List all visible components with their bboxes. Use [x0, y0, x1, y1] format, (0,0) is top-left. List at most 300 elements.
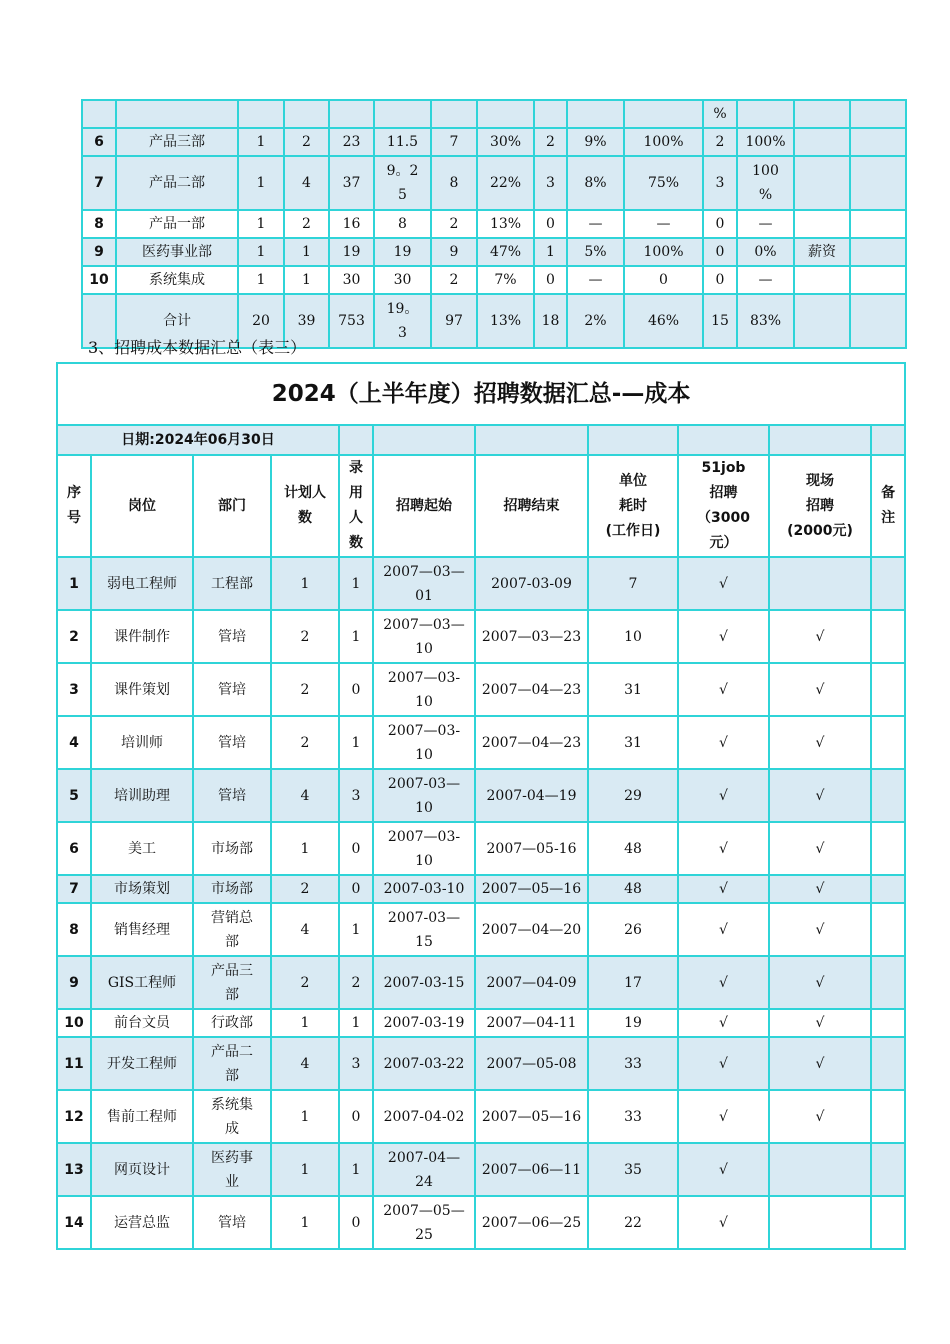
cell-end: 2007—03—23	[475, 610, 588, 663]
cell-end: 2007—06—25	[475, 1196, 588, 1249]
cell-post: 市场策划	[91, 875, 193, 903]
table1-cell: 9%	[567, 128, 624, 156]
cell-onsite: √	[769, 769, 871, 822]
table1-cell: 0	[703, 266, 737, 294]
cell-note	[871, 663, 905, 716]
cell-start: 2007—03- 10	[373, 716, 475, 769]
table1-cell	[850, 156, 906, 210]
table2-cell	[769, 425, 871, 455]
cell-days: 10	[588, 610, 678, 663]
cell-hired: 0	[339, 875, 373, 903]
cell-job51: √	[678, 1196, 769, 1249]
cell-post: 培训助理	[91, 769, 193, 822]
cell-dept: 行政部	[193, 1009, 271, 1037]
cell-start: 2007-03— 10	[373, 769, 475, 822]
table1-row	[82, 210, 906, 238]
table-row	[57, 1196, 905, 1249]
table1-cell: 30	[374, 266, 431, 294]
table1-cell: 39	[284, 294, 329, 348]
cell-days: 33	[588, 1037, 678, 1090]
table1-cell: 15	[703, 294, 737, 348]
cell-note	[871, 1090, 905, 1143]
table1-row	[82, 128, 906, 156]
row-number: 10	[82, 266, 116, 294]
cell-start: 2007-03-22	[373, 1037, 475, 1090]
column-header: 51job 招聘 （3000 元）	[678, 455, 769, 557]
cell-dept: 市场部	[193, 822, 271, 875]
cell-start: 2007-03-10	[373, 875, 475, 903]
cell-end: 2007—04—23	[475, 663, 588, 716]
table1-cell	[82, 100, 116, 128]
table-row	[57, 875, 905, 903]
table1-cell: 18	[534, 294, 567, 348]
cell-job51: √	[678, 822, 769, 875]
cell-onsite: √	[769, 663, 871, 716]
column-header: 单位 耗时 (工作日)	[588, 455, 678, 557]
cell-no: 2	[57, 610, 91, 663]
cell-job51: √	[678, 610, 769, 663]
cell-hired: 1	[339, 1009, 373, 1037]
cell-post: GIS工程师	[91, 956, 193, 1009]
cell-days: 31	[588, 663, 678, 716]
department-stats-table	[81, 99, 907, 349]
table1-cell	[850, 100, 906, 128]
recruitment-cost-table	[56, 362, 906, 1250]
cell-dept: 产品二 部	[193, 1037, 271, 1090]
column-header: 录 用 人 数	[339, 455, 373, 557]
table1-cell	[374, 100, 431, 128]
cell-days: 7	[588, 557, 678, 610]
cell-days: 26	[588, 903, 678, 956]
table1-cell: 薪资	[794, 238, 850, 266]
cell-start: 2007-03-19	[373, 1009, 475, 1037]
table-row	[57, 557, 905, 610]
table1-cell	[850, 238, 906, 266]
table1-cell: 2	[284, 210, 329, 238]
cell-start: 2007—03- 10	[373, 822, 475, 875]
table-title-row	[57, 363, 905, 425]
table1-row	[82, 266, 906, 294]
cell-job51: √	[678, 557, 769, 610]
table1-cell	[477, 100, 534, 128]
table1-cell	[850, 294, 906, 348]
table1-cell: 2%	[567, 294, 624, 348]
cell-plan: 1	[271, 1090, 339, 1143]
cell-job51: √	[678, 956, 769, 1009]
column-header: 招聘结束	[475, 455, 588, 557]
table1-cell: 2	[703, 128, 737, 156]
report-date: 日期:2024年06月30日	[57, 425, 339, 455]
row-number: 9	[82, 238, 116, 266]
cell-dept: 市场部	[193, 875, 271, 903]
cell-note	[871, 1009, 905, 1037]
cell-start: 2007—03— 10	[373, 610, 475, 663]
cell-onsite: √	[769, 1037, 871, 1090]
table1-cell: 97	[431, 294, 477, 348]
cell-post: 销售经理	[91, 903, 193, 956]
table1-cell: 2	[431, 266, 477, 294]
cell-hired: 3	[339, 1037, 373, 1090]
cell-dept: 管培	[193, 610, 271, 663]
cell-job51: √	[678, 1090, 769, 1143]
cell-post: 课件策划	[91, 663, 193, 716]
department-name: 产品三部	[116, 128, 238, 156]
table1-cell: 2	[431, 210, 477, 238]
cell-note	[871, 1037, 905, 1090]
cell-hired: 1	[339, 903, 373, 956]
cell-hired: 3	[339, 769, 373, 822]
cell-no: 1	[57, 557, 91, 610]
table-row	[57, 610, 905, 663]
table1-cell: 1	[238, 210, 284, 238]
cell-onsite: √	[769, 903, 871, 956]
table1-cell	[794, 294, 850, 348]
cell-note	[871, 557, 905, 610]
table-row	[57, 769, 905, 822]
table3-caption: 3、招聘成本数据汇总（表三）	[88, 338, 307, 357]
table1-cell: 3	[534, 156, 567, 210]
table1-cell: 0	[534, 266, 567, 294]
table1-cell	[534, 100, 567, 128]
table1-cell: 23	[329, 128, 374, 156]
cell-plan: 1	[271, 1196, 339, 1249]
cell-end: 2007—05—16	[475, 875, 588, 903]
table1-cell	[794, 156, 850, 210]
cell-no: 11	[57, 1037, 91, 1090]
table1-cell	[284, 100, 329, 128]
cell-dept: 营销总 部	[193, 903, 271, 956]
cell-no: 9	[57, 956, 91, 1009]
cell-no: 7	[57, 875, 91, 903]
cell-no: 4	[57, 716, 91, 769]
table1-cell	[850, 210, 906, 238]
table2-cell	[588, 425, 678, 455]
cell-days: 48	[588, 822, 678, 875]
table1-cell: 0	[703, 210, 737, 238]
cell-onsite: √	[769, 610, 871, 663]
cell-post: 课件制作	[91, 610, 193, 663]
cell-dept: 管培	[193, 663, 271, 716]
cell-start: 2007-03-15	[373, 956, 475, 1009]
table1-cell: —	[567, 210, 624, 238]
table1-cell: 1	[238, 266, 284, 294]
cell-post: 开发工程师	[91, 1037, 193, 1090]
table1-cell: %	[703, 100, 737, 128]
cell-plan: 1	[271, 822, 339, 875]
table1-cell: 8	[431, 156, 477, 210]
table1-cell: 1	[284, 266, 329, 294]
cell-onsite: √	[769, 956, 871, 1009]
cell-end: 2007-03-09	[475, 557, 588, 610]
cell-end: 2007—04—23	[475, 716, 588, 769]
table1-cell: 753	[329, 294, 374, 348]
cell-no: 13	[57, 1143, 91, 1196]
table1-cell	[116, 100, 238, 128]
cell-post: 前台文员	[91, 1009, 193, 1037]
cell-note	[871, 1196, 905, 1249]
table2-cell	[678, 425, 769, 455]
cell-no: 5	[57, 769, 91, 822]
cell-plan: 4	[271, 1037, 339, 1090]
cell-hired: 0	[339, 663, 373, 716]
table2-cell	[475, 425, 588, 455]
date-row	[57, 425, 905, 455]
cell-onsite: √	[769, 822, 871, 875]
table1-cell: —	[624, 210, 703, 238]
cell-no: 12	[57, 1090, 91, 1143]
table1-cell: 0	[624, 266, 703, 294]
cell-dept: 医药事 业	[193, 1143, 271, 1196]
cell-note	[871, 822, 905, 875]
table1-cell: 8%	[567, 156, 624, 210]
table1-cell: —	[567, 266, 624, 294]
table1-cell: 30%	[477, 128, 534, 156]
column-header: 现场 招聘 (2000元)	[769, 455, 871, 557]
table1-cell: 9。2 5	[374, 156, 431, 210]
cell-days: 48	[588, 875, 678, 903]
cell-end: 2007—06—11	[475, 1143, 588, 1196]
cell-post: 美工	[91, 822, 193, 875]
cell-plan: 1	[271, 557, 339, 610]
cell-job51: √	[678, 1143, 769, 1196]
cell-plan: 2	[271, 956, 339, 1009]
table2-cell	[339, 425, 373, 455]
cell-onsite: √	[769, 875, 871, 903]
table1-cell	[737, 100, 794, 128]
table2-cell	[373, 425, 475, 455]
cell-start: 2007-03— 15	[373, 903, 475, 956]
cell-post: 运营总监	[91, 1196, 193, 1249]
table1-cell: 4	[284, 156, 329, 210]
department-name: 系统集成	[116, 266, 238, 294]
cell-start: 2007—03- 10	[373, 663, 475, 716]
cell-note	[871, 1143, 905, 1196]
table1-cell: 1	[534, 238, 567, 266]
cell-onsite	[769, 1143, 871, 1196]
cell-note	[871, 716, 905, 769]
cell-dept: 产品三 部	[193, 956, 271, 1009]
cell-end: 2007—05-16	[475, 822, 588, 875]
department-name: 合计	[116, 294, 238, 348]
table1-cell: 16	[329, 210, 374, 238]
table1-cell: 7	[431, 128, 477, 156]
table1-cell: 0	[534, 210, 567, 238]
cell-job51: √	[678, 875, 769, 903]
cell-note	[871, 903, 905, 956]
table1-cell: 100 %	[737, 156, 794, 210]
table1-cell: 47%	[477, 238, 534, 266]
cell-end: 2007—04-09	[475, 956, 588, 1009]
table1-cell: 13%	[477, 210, 534, 238]
table1-cell: 5%	[567, 238, 624, 266]
row-number: 6	[82, 128, 116, 156]
table1-cell: 3	[703, 156, 737, 210]
table-row	[57, 1037, 905, 1090]
cell-note	[871, 875, 905, 903]
cell-dept: 工程部	[193, 557, 271, 610]
column-header: 备 注	[871, 455, 905, 557]
cell-plan: 4	[271, 903, 339, 956]
cell-days: 17	[588, 956, 678, 1009]
table1-cell: —	[737, 210, 794, 238]
cell-plan: 4	[271, 769, 339, 822]
table1-cell: 1	[284, 238, 329, 266]
column-header: 序 号	[57, 455, 91, 557]
table1-cell: 7%	[477, 266, 534, 294]
table1-cell: 19。 3	[374, 294, 431, 348]
department-name: 产品一部	[116, 210, 238, 238]
cell-dept: 管培	[193, 769, 271, 822]
table-row	[57, 956, 905, 1009]
table1-cell: 11.5	[374, 128, 431, 156]
cell-days: 29	[588, 769, 678, 822]
table1-cell	[624, 100, 703, 128]
table1-cell: 1	[238, 156, 284, 210]
column-header: 岗位	[91, 455, 193, 557]
cell-post: 售前工程师	[91, 1090, 193, 1143]
cell-end: 2007—05—16	[475, 1090, 588, 1143]
table-row	[57, 1143, 905, 1196]
cell-onsite: √	[769, 1009, 871, 1037]
table2-cell	[871, 425, 905, 455]
table1-cell: 19	[329, 238, 374, 266]
table1-cell	[329, 100, 374, 128]
cell-no: 3	[57, 663, 91, 716]
table1-cell: 37	[329, 156, 374, 210]
cell-job51: √	[678, 903, 769, 956]
cell-job51: √	[678, 663, 769, 716]
cell-plan: 2	[271, 663, 339, 716]
table1-row	[82, 156, 906, 210]
cell-no: 8	[57, 903, 91, 956]
table1-cell: 9	[431, 238, 477, 266]
cell-onsite: √	[769, 716, 871, 769]
cell-onsite	[769, 1196, 871, 1249]
cell-start: 2007—03— 01	[373, 557, 475, 610]
table-row	[57, 1090, 905, 1143]
cell-start: 2007-04— 24	[373, 1143, 475, 1196]
table1-cell: 22%	[477, 156, 534, 210]
cell-start: 2007-04-02	[373, 1090, 475, 1143]
cell-plan: 1	[271, 1009, 339, 1037]
table1-row	[82, 238, 906, 266]
cell-dept: 系统集 成	[193, 1090, 271, 1143]
cell-plan: 2	[271, 875, 339, 903]
table1-top-fragment-row	[82, 100, 906, 128]
table-row	[57, 903, 905, 956]
table1-cell: 0	[703, 238, 737, 266]
cell-hired: 1	[339, 610, 373, 663]
table1-cell: 1	[238, 238, 284, 266]
table-row	[57, 716, 905, 769]
cell-dept: 管培	[193, 1196, 271, 1249]
cell-job51: √	[678, 716, 769, 769]
cell-job51: √	[678, 769, 769, 822]
cell-onsite	[769, 557, 871, 610]
cell-end: 2007—04-11	[475, 1009, 588, 1037]
cell-post: 弱电工程师	[91, 557, 193, 610]
cell-job51: √	[678, 1037, 769, 1090]
table1-cell	[794, 128, 850, 156]
table1-cell	[431, 100, 477, 128]
cell-note	[871, 956, 905, 1009]
header-row	[57, 455, 905, 557]
cell-onsite: √	[769, 1090, 871, 1143]
cell-days: 31	[588, 716, 678, 769]
cell-hired: 0	[339, 1090, 373, 1143]
column-header: 计划人 数	[271, 455, 339, 557]
table1-cell: 20	[238, 294, 284, 348]
table-title: 2024（上半年度）招聘数据汇总-—成本	[57, 363, 905, 425]
cell-plan: 2	[271, 716, 339, 769]
table1-cell	[794, 266, 850, 294]
cell-post: 网页设计	[91, 1143, 193, 1196]
cell-hired: 1	[339, 557, 373, 610]
table1-cell: 8	[374, 210, 431, 238]
table1-cell: 30	[329, 266, 374, 294]
table1-cell	[850, 128, 906, 156]
row-number: 8	[82, 210, 116, 238]
cell-days: 22	[588, 1196, 678, 1249]
cell-end: 2007-04—19	[475, 769, 588, 822]
cell-start: 2007—05— 25	[373, 1196, 475, 1249]
cell-hired: 2	[339, 956, 373, 1009]
cell-note	[871, 769, 905, 822]
row-number: 7	[82, 156, 116, 210]
table1-cell: 75%	[624, 156, 703, 210]
cell-job51: √	[678, 1009, 769, 1037]
table1-cell: 2	[534, 128, 567, 156]
table1-cell: 100%	[737, 128, 794, 156]
cell-hired: 1	[339, 1143, 373, 1196]
table1-cell: 100%	[624, 238, 703, 266]
department-name: 医药事业部	[116, 238, 238, 266]
cell-no: 14	[57, 1196, 91, 1249]
cell-days: 35	[588, 1143, 678, 1196]
table-row	[57, 822, 905, 875]
cell-days: 33	[588, 1090, 678, 1143]
table1-cell	[794, 100, 850, 128]
cell-no: 6	[57, 822, 91, 875]
table1-cell	[850, 266, 906, 294]
cell-hired: 0	[339, 822, 373, 875]
cell-post: 培训师	[91, 716, 193, 769]
table1-cell: —	[737, 266, 794, 294]
table1-cell: 13%	[477, 294, 534, 348]
table1-cell: 46%	[624, 294, 703, 348]
table1-cell	[794, 210, 850, 238]
cell-no: 10	[57, 1009, 91, 1037]
column-header: 招聘起始	[373, 455, 475, 557]
table1-cell	[567, 100, 624, 128]
cell-note	[871, 610, 905, 663]
table1-cell	[238, 100, 284, 128]
table1-cell: 0%	[737, 238, 794, 266]
cell-hired: 0	[339, 1196, 373, 1249]
cell-end: 2007—04—20	[475, 903, 588, 956]
column-header: 部门	[193, 455, 271, 557]
table1-cell: 19	[374, 238, 431, 266]
table1-cell: 83%	[737, 294, 794, 348]
cell-dept: 管培	[193, 716, 271, 769]
cell-plan: 1	[271, 1143, 339, 1196]
table1-cell: 100%	[624, 128, 703, 156]
department-name: 产品二部	[116, 156, 238, 210]
cell-plan: 2	[271, 610, 339, 663]
table1-cell: 1	[238, 128, 284, 156]
cell-hired: 1	[339, 716, 373, 769]
cell-days: 19	[588, 1009, 678, 1037]
